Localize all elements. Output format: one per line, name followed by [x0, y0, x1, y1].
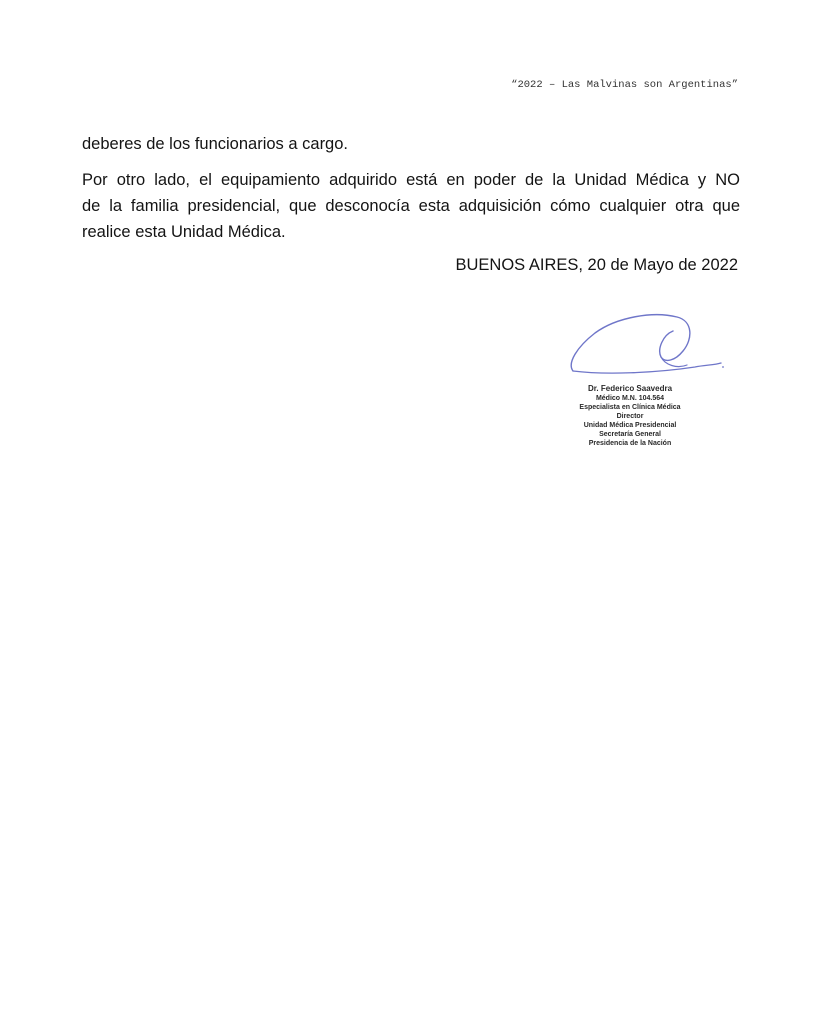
signature-stamp	[560, 384, 700, 448]
signer-unit: Unidad Médica Presidencial	[583, 422, 677, 429]
paragraph-line: Por otro lado, el equipamiento adquirido está en poder de la Unidad Médica y NO	[82, 171, 740, 189]
signer-institution: Presidencia de la Nación	[588, 440, 672, 447]
signer-name: Dr. Federico Saavedra	[587, 384, 673, 393]
signer-role: Director	[616, 413, 644, 420]
place-date: BUENOS AIRES, 20 de Mayo de 2022	[455, 256, 738, 274]
signer-office: Secretaría General	[599, 431, 661, 438]
paragraph-line: realice esta Unidad Médica.	[82, 223, 286, 241]
paragraph-line: de la familia presidencial, que desconocía esta adquisición cómo cualquier otra que	[82, 197, 740, 215]
signer-license: Médico M.N. 104.564	[595, 395, 665, 402]
body-paragraph	[82, 167, 740, 245]
handwritten-signature	[565, 305, 730, 383]
signer-specialty: Especialista en Clínica Médica	[579, 404, 681, 411]
header-motto: “2022 – Las Malvinas son Argentinas”	[511, 79, 738, 91]
continuation-line: deberes de los funcionarios a cargo.	[82, 135, 348, 153]
